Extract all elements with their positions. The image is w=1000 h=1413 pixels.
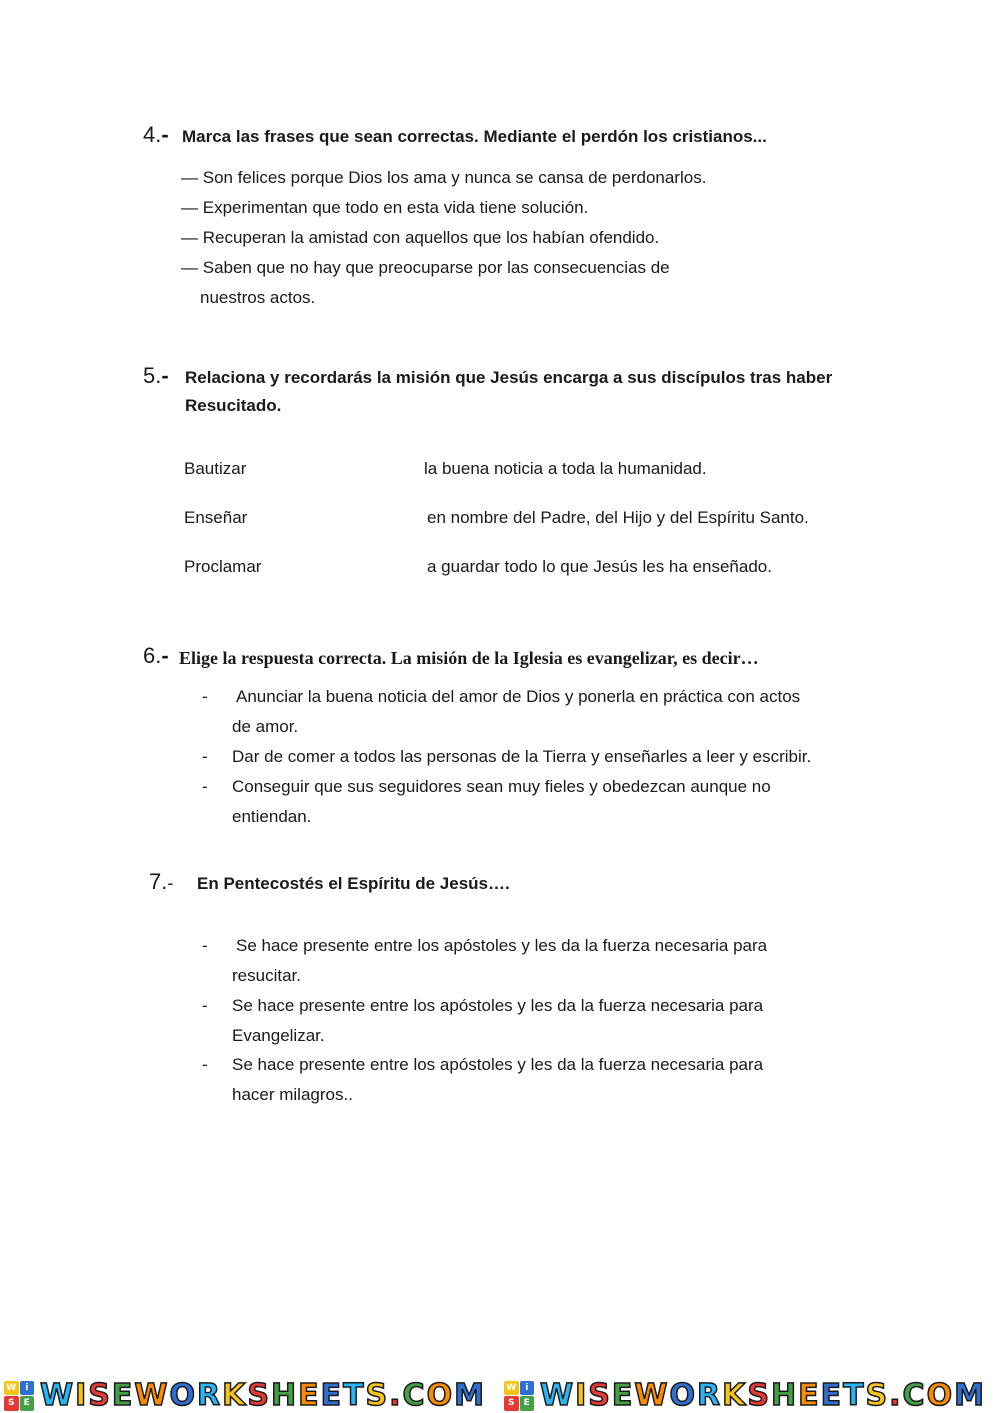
bullet-dash: - xyxy=(202,687,208,706)
footer-watermark xyxy=(0,1378,1000,1413)
question-5-number: 5.- xyxy=(143,363,169,388)
question-7-option-3-continuation: hacer milagros.. xyxy=(232,1085,353,1104)
question-6-option-1-continuation: de amor. xyxy=(232,717,299,736)
bullet-dash: - xyxy=(202,1055,208,1074)
match-left-item[interactable]: Enseñar xyxy=(184,508,248,527)
question-5 xyxy=(0,350,1000,600)
question-4-number: 4.- xyxy=(143,122,169,147)
question-7-option-1-continuation: resucitar. xyxy=(232,966,301,985)
bullet-dash: - xyxy=(202,936,208,955)
question-4-option-1[interactable]: — Son felices porque Dios los ama y nunca se cansa de perdonarlos. xyxy=(181,168,707,187)
question-4-option-4-continuation: nuestros actos. xyxy=(200,288,316,307)
question-4-option-3[interactable]: — Recuperan la amistad con aquellos que los habían ofendido. xyxy=(181,228,660,247)
bullet-dash: - xyxy=(202,777,208,796)
question-7-title: En Pentecostés el Espíritu de Jesús…. xyxy=(197,874,510,893)
question-4-option-4[interactable]: — Saben que no hay que preocuparse por las consecuencias de xyxy=(181,258,670,277)
brand-logo xyxy=(4,1378,486,1413)
question-5-title-line-2: Resucitado. xyxy=(185,396,282,415)
question-7-option-1[interactable]: Se hace presente entre los apóstoles y les da la fuerza necesaria para xyxy=(236,936,768,955)
question-6-number: 6.- xyxy=(143,643,169,668)
question-6-option-3[interactable]: Conseguir que sus seguidores sean muy fieles y obedezcan aunque no xyxy=(232,777,771,796)
question-6-option-3-continuation: entiendan. xyxy=(232,807,312,826)
question-6-option-1[interactable]: Anunciar la buena noticia del amor de Dios y ponerla en práctica con actos xyxy=(236,687,801,706)
brand-wordmark: WISEWORKSHEETS.COM xyxy=(40,1378,486,1413)
question-7-option-3[interactable]: Se hace presente entre los apóstoles y les da la fuerza necesaria para xyxy=(232,1055,764,1074)
question-6-title: Elige la respuesta correcta. La misión de la Iglesia es evangelizar, es decir… xyxy=(179,648,759,668)
question-6 xyxy=(0,630,1000,830)
match-right-item[interactable]: a guardar todo lo que Jesús les ha enseñado. xyxy=(427,557,772,576)
question-4 xyxy=(0,0,1000,320)
match-left-item[interactable]: Bautizar xyxy=(184,459,247,478)
logo-squares-icon: W i S E xyxy=(4,1381,34,1411)
question-4-title: Marca las frases que sean correctas. Mediante el perdón los cristianos... xyxy=(182,127,767,146)
question-7-option-2[interactable]: Se hace presente entre los apóstoles y les da la fuerza necesaria para xyxy=(232,996,764,1015)
question-4-option-2[interactable]: — Experimentan que todo en esta vida tiene solución. xyxy=(181,198,589,217)
bullet-dash: - xyxy=(202,996,208,1015)
question-5-title-line-1: Relaciona y recordarás la misión que Jesús encarga a sus discípulos tras haber xyxy=(185,368,833,387)
match-left-item[interactable]: Proclamar xyxy=(184,557,262,576)
question-7-option-2-continuation: Evangelizar. xyxy=(232,1026,325,1045)
match-right-item[interactable]: en nombre del Padre, del Hijo y del Espíritu Santo. xyxy=(427,508,809,527)
brand-wordmark: WISEWORKSHEETS.COM xyxy=(540,1378,986,1413)
question-7 xyxy=(0,860,1000,1120)
question-6-option-2[interactable]: Dar de comer a todos las personas de la Tierra y enseñarles a leer y escribir. xyxy=(232,747,812,766)
logo-squares-icon: W i S E xyxy=(504,1381,534,1411)
bullet-dash: - xyxy=(202,747,208,766)
match-right-item[interactable]: la buena noticia a toda la humanidad. xyxy=(424,459,707,478)
question-7-number: 7.- xyxy=(149,869,174,894)
brand-logo xyxy=(504,1378,986,1413)
